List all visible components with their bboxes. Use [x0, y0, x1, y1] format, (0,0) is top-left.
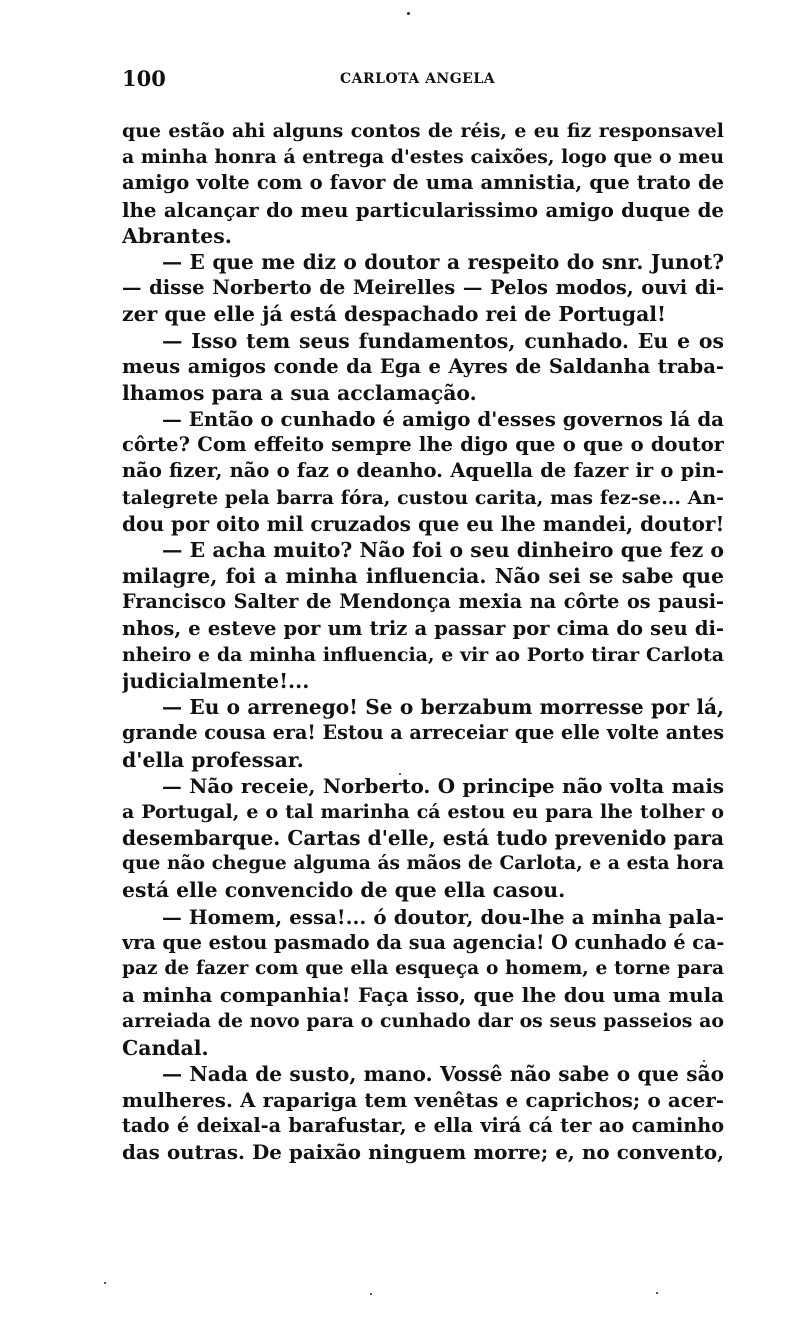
text-line: nhos, e esteve por um triz a passar por cima do seu di- [122, 616, 724, 640]
text-line: talegrete pela barra fóra, custou carita, mas fez-se... An- [122, 486, 724, 509]
text-line: arreiada de novo para o cunhado dar os seus passeios ao [122, 1010, 724, 1033]
text-line: meus amigos conde da Ega e Ayres de Saldanha traba- [122, 354, 724, 378]
text-line: grande cousa era! Estou a arreceiar que elle volte antes [122, 721, 724, 745]
text-line: a minha honra á entrega d'estes caixões, logo que o meu [122, 146, 724, 169]
text-line: mulheres. A rapariga tem venêtas e caprichos; o acer- [122, 1087, 724, 1112]
text-line: tado é deixal-a barafustar, e ella virá cá ter ao caminho [122, 1114, 724, 1138]
text-line: zer que elle já está despachado rei de Portugal! [122, 302, 666, 327]
text-line: côrte? Com effeito sempre lhe digo que o que o doutor [122, 433, 724, 457]
text-line: lhamos para a sua acclamação. [122, 380, 477, 405]
text-line: paz de fazer com que ella esqueça o homem, e torne para [122, 958, 724, 979]
ink-speck [370, 1293, 372, 1295]
text-line: — Homem, essa!... ó doutor, dou-lhe a minha pala- [162, 904, 724, 929]
ink-speck [407, 12, 410, 15]
text-line: d'ella professar. [122, 747, 304, 772]
text-line: Candal. [122, 1035, 209, 1060]
text-line: dou por oito mil cruzados que eu lhe mandei, doutor! [122, 511, 724, 536]
text-line: — Não receie, Norberto. O principe não volta mais [162, 773, 724, 798]
text-line: — E que me diz o doutor a respeito do snr. Junot? [162, 249, 724, 274]
text-line: — disse Norberto de Meirelles — Pelos modos, ouvi di- [122, 276, 724, 300]
text-line: desembarque. Cartas d'elle, está tudo prevenido para [122, 826, 724, 851]
text-line: que estão ahi alguns contos de réis, e eu fiz responsavel [122, 120, 724, 142]
body-text [122, 118, 724, 1166]
page-number: 100 [122, 66, 166, 91]
text-line: a minha companhia! Faça isso, que lhe dou uma mula [122, 983, 724, 1008]
text-line: a Portugal, e o tal marinha cá estou eu para lhe tolher o [122, 800, 724, 823]
text-line: amigo volte com o favor de uma amnistia, que trato de [122, 171, 724, 195]
text-line: — Nada de susto, mano. Vossê não sabe o que são [162, 1061, 724, 1086]
ink-speck [656, 1292, 658, 1294]
text-line: Francisco Salter de Mendonça mexia na côrte os pausi- [122, 590, 724, 614]
text-line: milagre, foi a minha influencia. Não sei se sabe que [122, 564, 724, 589]
text-line: — Isso tem seus fundamentos, cunhado. Eu e os [162, 328, 724, 353]
text-line: vra que estou pasmado da sua agencia! O cunhado é ca- [122, 930, 724, 954]
running-head-title: CARLOTA ANGELA [340, 71, 496, 87]
text-line: Abrantes. [122, 223, 232, 248]
text-line: lhe alcançar do meu particularissimo amigo duque de [122, 197, 724, 222]
text-line: está elle convencido de que ella casou. [122, 878, 566, 903]
text-line: nheiro e da minha influencia, e vir ao Porto tirar Carlota [122, 643, 724, 666]
text-line: — E acha muito? Não foi o seu dinheiro que fez o [162, 538, 724, 562]
text-line: não fizer, não o faz o deanho. Aquella de fazer ir o pin- [122, 459, 724, 483]
text-line: — Eu o arrenego! Se o berzabum morresse por lá, [162, 695, 724, 720]
ink-speck [104, 1282, 106, 1284]
text-line: — Então o cunhado é amigo d'esses governos lá da [162, 407, 724, 432]
text-line: das outras. De paixão ninguem morre; e, no convento, [122, 1140, 724, 1165]
text-line: que não chegue alguma ás mãos de Carlota, e a esta hora [122, 853, 724, 875]
page-header [122, 66, 722, 96]
text-line: judicialmente!... [122, 668, 310, 693]
